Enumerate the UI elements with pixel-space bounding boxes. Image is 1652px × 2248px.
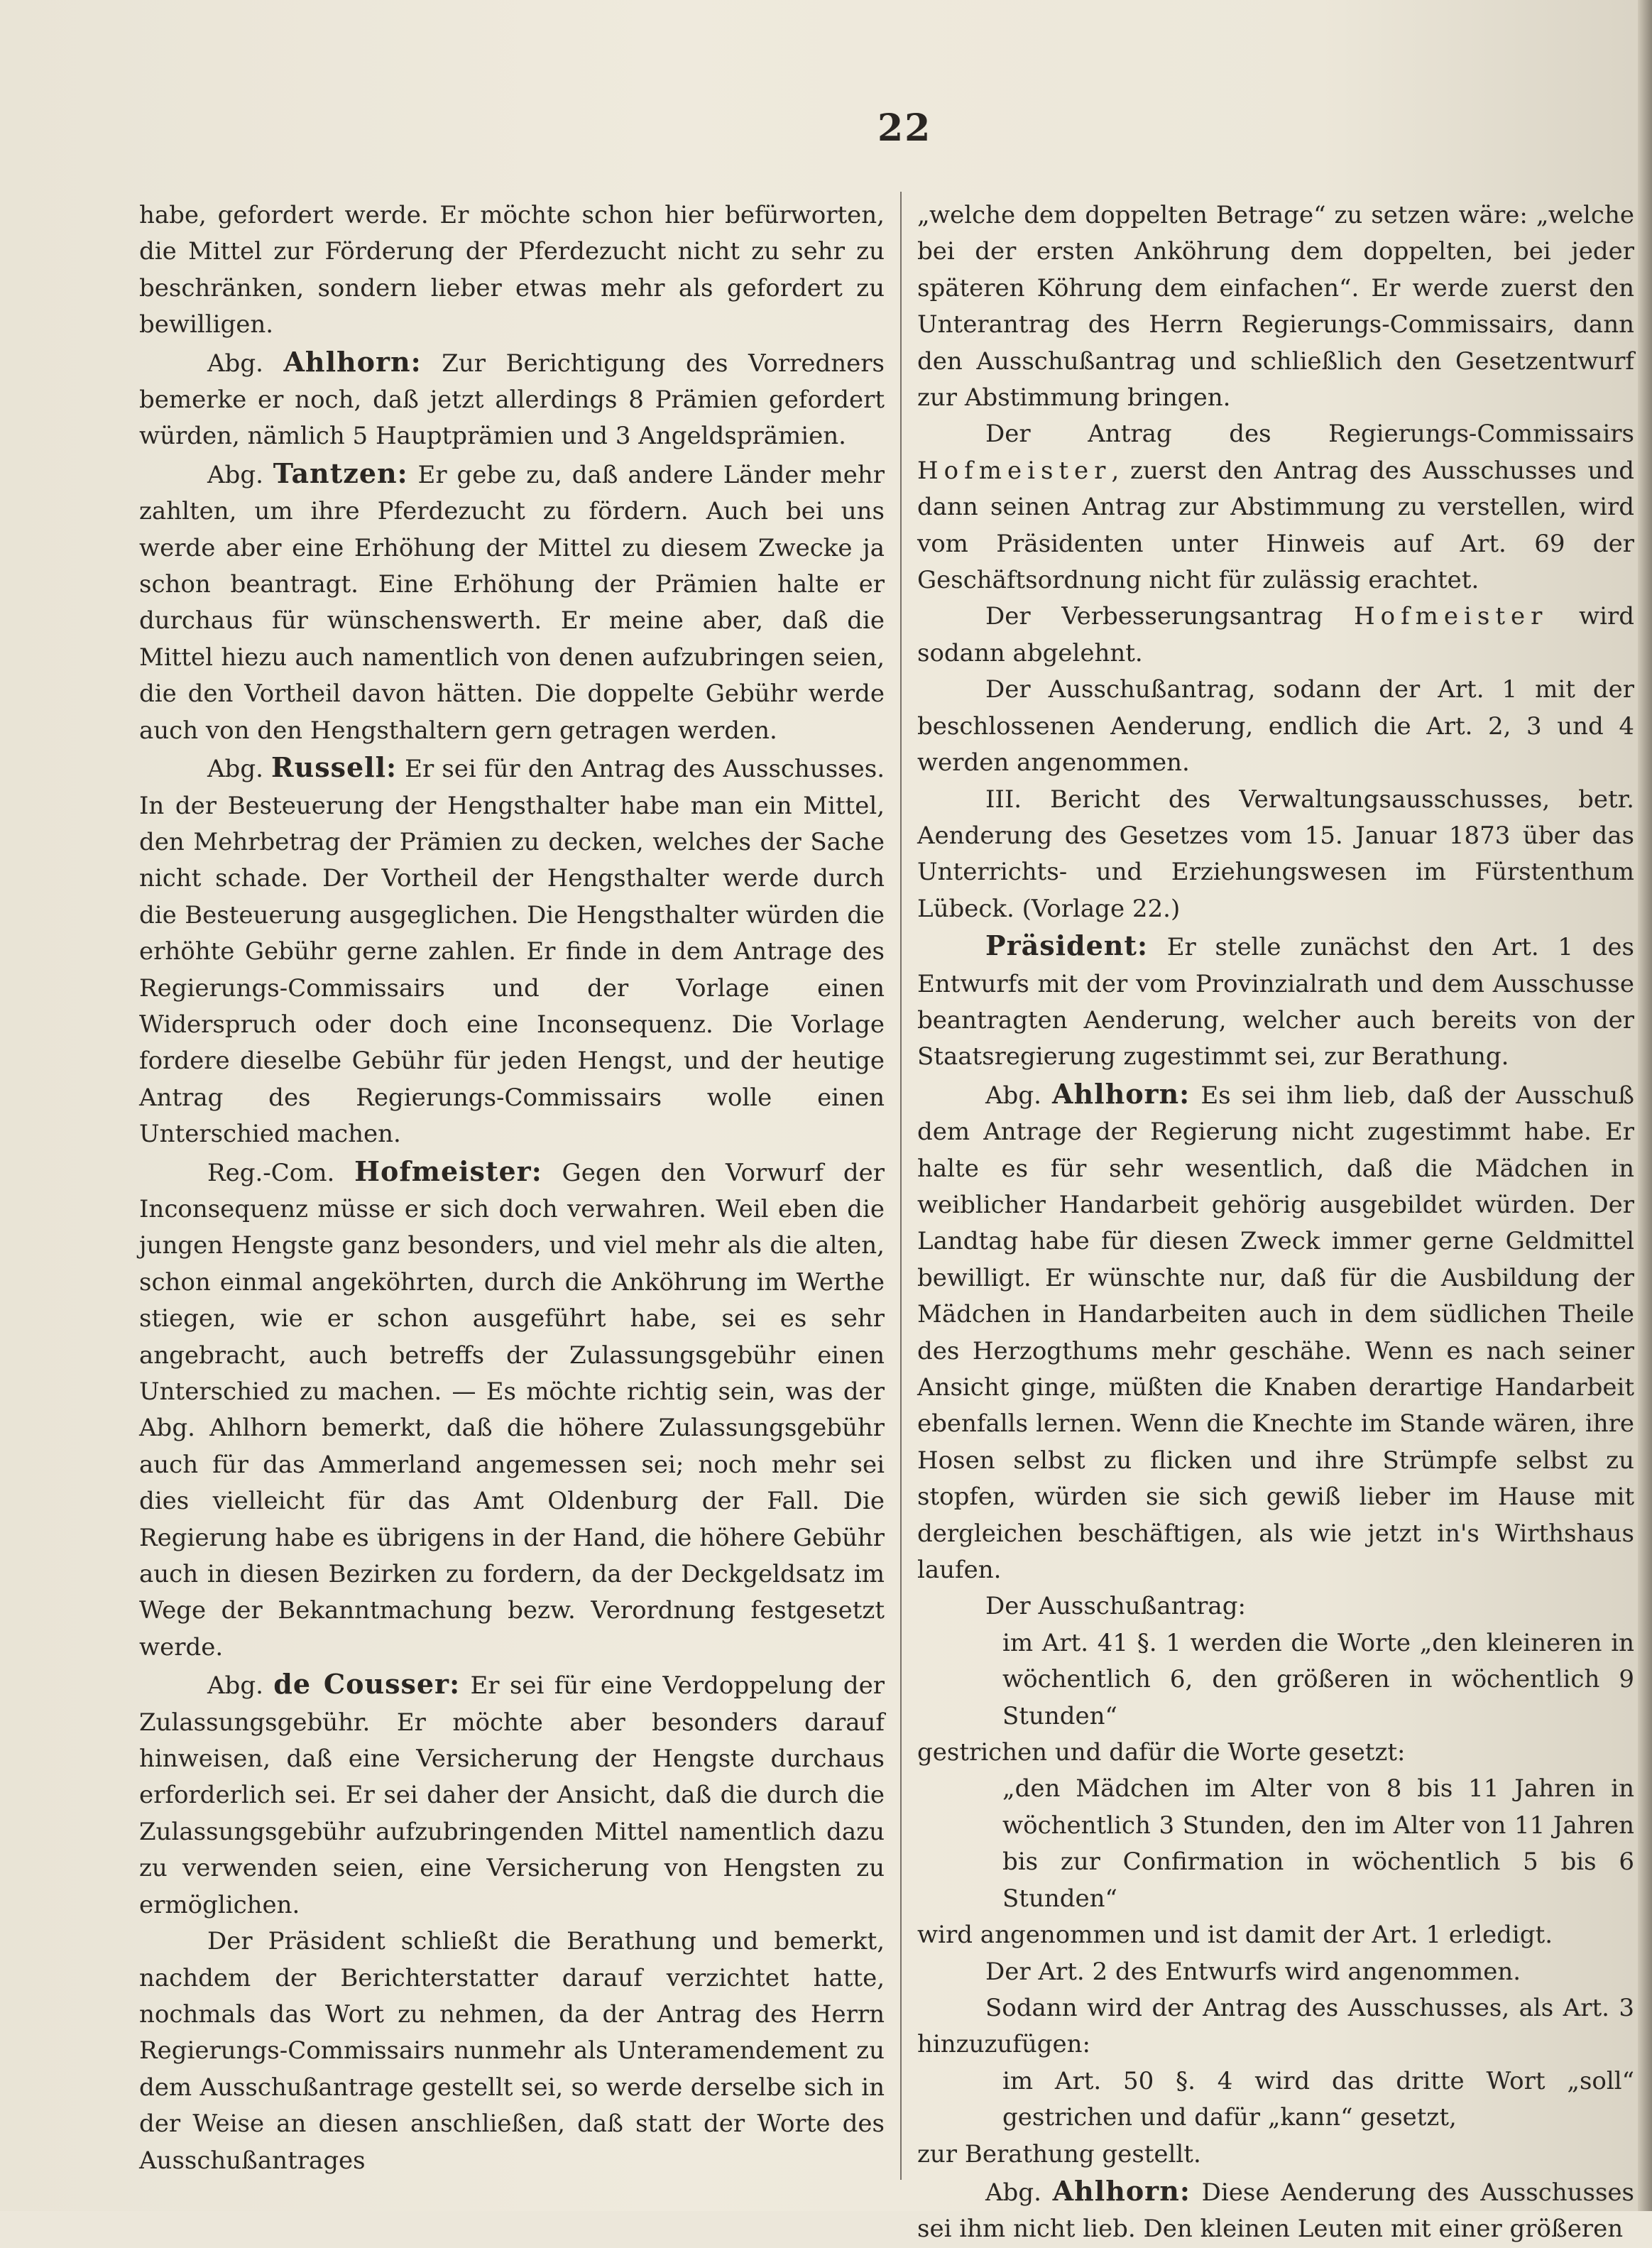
paragraph: Der Ausschußantrag, sodann der Art. 1 mit der beschlossenen Aenderung, endlich die Art. 2, 3 und 4 werden angenommen. xyxy=(917,675,1634,777)
quoted-text: „den Mädchen im Alter von 8 bis 11 Jahren in wöchentlich 3 Stunden, den im Alter von 11 Jahren bis zur Confirmation in wöchentlich 5 bis 6 Stunden“ xyxy=(1002,1774,1634,1913)
speaker-name: Ahlhorn: xyxy=(1052,2174,1191,2207)
speaker-name: Hofmeister: xyxy=(354,1155,542,1187)
paragraph: habe, gefordert werde. Er möchte schon hier befürworten, die Mittel zur Förderung der Pferdezucht nicht zu sehr zu beschränken, sondern lieber etwas mehr als gefordert zu bewilligen. xyxy=(139,201,885,339)
section-heading: III. Bericht des Verwaltungsausschusses, betr. Aenderung des Gesetzes vom 15. Januar 1873 über das Unterrichts- und Erziehungswesen im Fürstenthum Lübeck. (Vorlage 22.) xyxy=(917,785,1634,923)
speaker-name: Tantzen: xyxy=(273,457,408,489)
paragraph: Präsident: Er stelle zunächst den Art. 1 des Entwurfs mit der vom Provinzialrath und dem Ausschusse beantragten Aenderung, welcher auch bereits von der Staatsregierung zugestimmt sei, zur Berathung. xyxy=(917,929,1634,1071)
right-column xyxy=(917,197,1634,2248)
paragraph: Abg. Tantzen: Er gebe zu, daß andere Länder mehr zahlten, um ihre Pferdezucht zu fördern. Auch bei uns werde aber eine Erhöhung der Mittel zu diesem Zwecke ja schon beantragt. Eine Erhöhung der Prämien halte er durchaus für wünschenswerth. Er meine aber, daß die Mittel hiezu auch namentlich von denen aufzubringen seien, die den Vortheil davon hätten. Die doppelte Gebühr werde auch von den Hengsthaltern gern getragen werden. xyxy=(139,457,885,745)
paragraph: Abg. Ahlhorn: Es sei ihm lieb, daß der Ausschuß dem Antrage der Regierung nicht zugestimmt habe. Er halte es für sehr wesentlich, daß die Mädchen in weiblicher Handarbeit gehörig ausgebildet würden. Der Landtag habe für diesen Zweck immer gerne Geldmittel bewilligt. Er wünschte nur, daß für die Ausbildung der Mädchen in Handarbeiten auch in dem südlichen Theile des Herzogthums mehr geschähe. Wenn es nach seiner Ansicht ginge, müßten die Knaben derartige Handarbeit ebenfalls lernen. Wenn die Knechte im Stande wären, ihre Hosen selbst zu flicken und ihre Strümpfe selbst zu stopfen, würden sie sich gewiß lieber im Hause mit dergleichen beschäftigen, als wie jetzt in's Wirthshaus laufen. xyxy=(917,1077,1634,1585)
quoted-text: im Art. 41 §. 1 werden die Worte „den kleineren in wöchentlich 6, den größeren in wöchentlich 9 Stunden“ xyxy=(1002,1628,1634,1730)
spaced-name: Hofmeister xyxy=(917,456,1112,485)
page-edge-shadow xyxy=(1638,0,1652,2211)
paragraph: „welche dem doppelten Betrage“ zu setzen wäre: „welche bei der ersten Anköhrung dem doppelten, bei jeder späteren Köhrung dem einfachen“. Er werde zuerst den Unterantrag des Herrn Regierungs-Commissairs, dann den Ausschußantrag und schließlich den Gesetzentwurf zur Abstimmung bringen. xyxy=(917,201,1634,413)
paragraph: Der Ausschußantrag: xyxy=(985,1592,1246,1621)
paragraph: gestrichen und dafür die Worte gesetzt: xyxy=(917,1738,1406,1767)
speaker-name: Präsident: xyxy=(985,929,1149,962)
speaker-name: de Cousser: xyxy=(273,1668,461,1701)
paragraph: Der Antrag des Regierungs-Commissairs Hofmeister, zuerst den Antrag des Ausschusses und dann seinen Antrag zur Abstimmung zu verstellen, wird vom Präsidenten unter Hinweis auf Art. 69 der Geschäftsordnung nicht für zulässig erachtet. xyxy=(917,420,1634,595)
page-number: 22 xyxy=(877,107,932,150)
paragraph: Sodann wird der Antrag des Ausschusses, als Art. 3 hinzuzufügen: xyxy=(917,1993,1634,2059)
paragraph: Abg. Ahlhorn: Diese Aenderung des Ausschusses sei ihm nicht lieb. Den kleinen Leuten mit einer größeren xyxy=(917,2174,1634,2244)
left-column xyxy=(139,197,885,2179)
paragraph: wird angenommen und ist damit der Art. 1 erledigt. xyxy=(917,1921,1553,1950)
paragraph: Der Präsident schließt die Berathung und bemerkt, nachdem der Berichterstatter darauf verzichtet hatte, nochmals das Wort zu nehmen, da der Antrag des Herrn Regierungs-Commissairs nunmehr als Unteramendement zu dem Ausschußantrage gestellt sei, so werde derselbe sich in der Weise an diesen anschließen, daß statt der Worte des Ausschußantrages xyxy=(139,1927,885,2175)
column-divider xyxy=(900,192,902,2180)
paragraph: zur Berathung gestellt. xyxy=(917,2139,1201,2168)
paragraph: Der Verbesserungsantrag Hofmeister wird sodann abgelehnt. xyxy=(917,602,1634,667)
speaker-name: Ahlhorn: xyxy=(283,345,422,378)
paragraph: Der Art. 2 des Entwurfs wird angenommen. xyxy=(985,1957,1521,1986)
speaker-name: Ahlhorn: xyxy=(1052,1077,1191,1110)
spaced-name: Hofmeister xyxy=(1353,602,1548,631)
paragraph: Abg. Russell: Er sei für den Antrag des Ausschusses. In der Besteuerung der Hengsthalter habe man ein Mittel, den Mehrbetrag der Prämien zu decken, welches der Sache nicht schade. Der Vortheil der Hengsthalter werde durch die Besteuerung ausgeglichen. Die Hengsthalter würden die erhöhte Gebühr gerne zahlen. Er finde in dem Antrage des Regierungs-Commissairs und der Vorlage einen Widerspruch oder doch eine Inconsequenz. Die Vorlage fordere dieselbe Gebühr für jeden Hengst, und der heutige Antrag des Regierungs-Commissairs wolle einen Unterschied machen. xyxy=(139,751,885,1149)
paragraph: Reg.-Com. Hofmeister: Gegen den Vorwurf der Inconsequenz müsse er sich doch verwahren. Weil eben die jungen Hengste ganz besonders, und viel mehr als die alten, schon einmal angeköhrten, durch die Anköhrung im Werthe stiegen, wie er schon ausgeführt habe, sei es sehr angebracht, auch betreffs der Zulassungsgebühr einen Unterschied zu machen. — Es möchte richtig sein, was der Abg. Ahlhorn bemerkt, daß die höhere Zulassungsgebühr auch für das Ammerland angemessen sei; noch mehr sei dies vielleicht für das Amt Oldenburg der Fall. Die Regierung habe es übrigens in der Hand, die höhere Gebühr auch in diesen Bezirken zu fordern, da der Deckgeldsatz im Wege der Bekanntmachung bezw. Verordnung festgesetzt werde. xyxy=(139,1155,885,1662)
speaker-name: Russell: xyxy=(271,751,398,784)
paragraph: Abg. de Cousser: Er sei für eine Verdoppelung der Zulassungsgebühr. Er möchte aber besonders darauf hinweisen, daß eine Versicherung der Hengste durchaus erforderlich sei. Er sei daher der Ansicht, daß die durch die Zulassungsgebühr aufzubringenden Mittel namentlich dazu zu verwenden seien, eine Versicherung von Hengsten zu ermöglichen. xyxy=(139,1668,885,1919)
paragraph: Abg. Ahlhorn: Zur Berichtigung des Vorredners bemerke er noch, daß jetzt allerdings 8 Prämien gefordert würden, nämlich 5 Hauptprämien und 3 Angeldsprämien. xyxy=(139,345,885,451)
quoted-text: im Art. 50 §. 4 wird das dritte Wort „soll“ gestrichen und dafür „kann“ gesetzt, xyxy=(1002,2066,1634,2132)
